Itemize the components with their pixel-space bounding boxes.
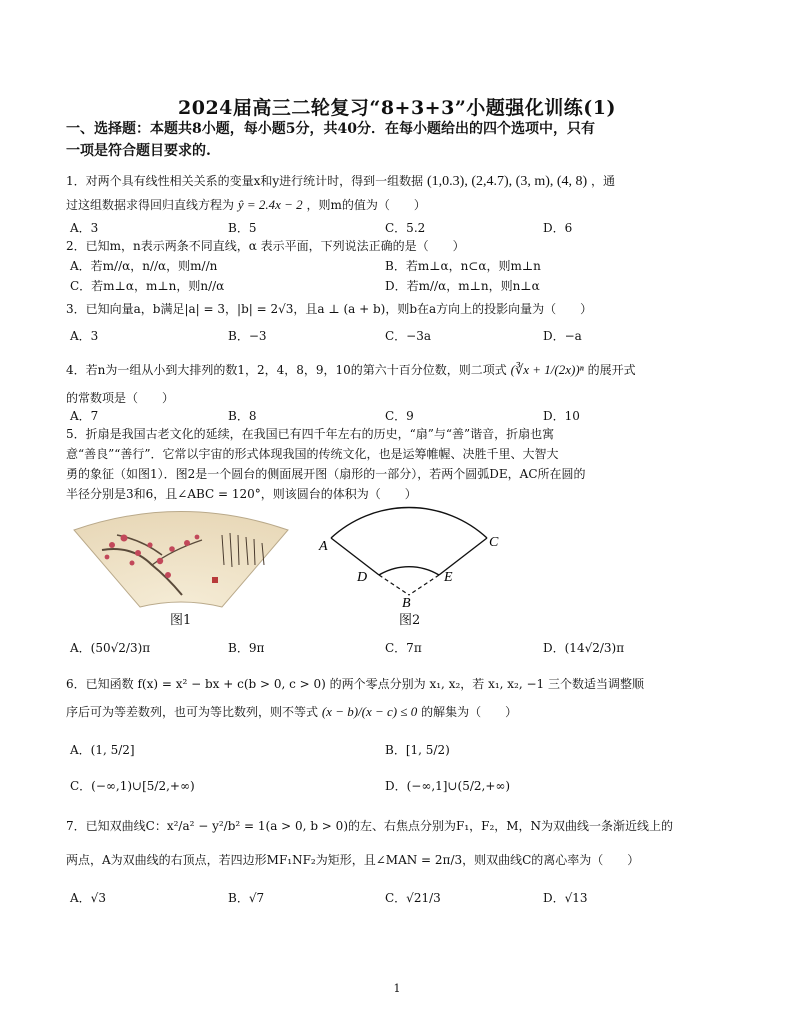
- q1-stem-end: ，通: [591, 174, 616, 188]
- q3-option-c[interactable]: C．−3a: [385, 329, 432, 343]
- q2-option-c[interactable]: C．若m⊥α，m⊥n，则n//α: [70, 279, 225, 293]
- q6-stem-text: 序后可为等差数列，也可为等比数列，则不等式: [66, 705, 319, 719]
- q4-binomial-expression: (∛x + 1/(2x))ⁿ: [510, 362, 584, 377]
- q2-option-b[interactable]: B．若m⊥α，n⊂α，则m⊥n: [385, 259, 541, 273]
- q6-option-d[interactable]: D．(−∞,1]∪(5/2,+∞): [385, 779, 511, 793]
- q6-stem-end: 的解集为（ ）: [421, 705, 518, 719]
- q4-option-d[interactable]: D．10: [543, 409, 580, 423]
- question-4-line2: 的常数项是（ ）: [66, 391, 175, 405]
- q4-option-a[interactable]: A．7: [70, 409, 99, 423]
- section-heading-line2: 一项是符合题目要求的.: [66, 143, 211, 159]
- q1-stem-text3: ，则m的值为（ ）: [306, 198, 426, 212]
- figure-2-caption: 图2: [399, 613, 421, 628]
- label-b: B: [402, 596, 411, 609]
- q7-option-d[interactable]: D．√13: [543, 891, 588, 905]
- page-title: 2024届高三二轮复习“8+3+3”小题强化训练(1): [178, 97, 616, 119]
- q1-option-d[interactable]: D．6: [543, 221, 573, 235]
- question-5-line3: 勇的象征（如图1）．图2是一个圆台的侧面展开图（扇形的一部分），若两个圆弧DE，AC所在圆的: [66, 467, 586, 481]
- q5-option-a[interactable]: A．(50√2/3)π: [70, 641, 151, 655]
- q3-option-a[interactable]: A．3: [70, 329, 99, 343]
- question-7-line1: 7．已知双曲线C：x²/a² − y²/b² = 1(a > 0, b > 0)的左、右焦点分别为F₁，F₂，M，N为双曲线一条渐近线上的: [66, 819, 674, 833]
- q1-option-c[interactable]: C．5.2: [385, 221, 426, 235]
- q4-stem-end: 的展开式: [587, 363, 636, 377]
- question-1-line1: [66, 173, 706, 190]
- question-4-line1: [66, 362, 706, 378]
- q3-option-b[interactable]: B．−3: [228, 329, 267, 343]
- question-7-line2: 两点，A为双曲线的右顶点，若四边形MF₁NF₂为矩形，且∠MAN = 2π/3，则双曲线C的离心率为（ ）: [66, 853, 640, 867]
- question-5-line1: 5．折扇是我国古老文化的延续，在我国已有四千年左右的历史，“扇”与“善”谐音，折扇也寓: [66, 427, 555, 441]
- label-e: E: [444, 570, 453, 585]
- section-heading-line1: 一、选择题：本题共8小题，每小题5分，共40分．在每小题给出的四个选项中，只有: [66, 121, 595, 137]
- q1-stem-text: 1．对两个具有线性相关关系的变量x和y进行统计时，得到一组数据: [66, 174, 424, 188]
- q6-inequality: (x − b)/(x − c) ≤ 0: [321, 704, 418, 719]
- q5-option-d[interactable]: D．(14√2/3)π: [543, 641, 625, 655]
- page-number: 1: [393, 982, 401, 995]
- q7-option-a[interactable]: A．√3: [70, 891, 106, 905]
- q3-option-d[interactable]: D．−a: [543, 329, 582, 343]
- q1-regression-equation: ŷ = 2.4x − 2: [237, 197, 303, 212]
- q5-option-c[interactable]: C．7π: [385, 641, 422, 655]
- q6-option-c[interactable]: C．(−∞,1)∪[5/2,+∞): [70, 779, 195, 793]
- q6-option-a[interactable]: A．(1, 5/2]: [70, 743, 135, 757]
- label-c: C: [489, 535, 499, 550]
- question-6-line1: 6．已知函数 f(x) = x² − bx + c(b > 0, c > 0) 的两个零点分别为 x₁, x₂，若 x₁, x₂, −1 三个数适当调整顺: [66, 677, 645, 691]
- q4-option-b[interactable]: B．8: [228, 409, 257, 423]
- q7-option-c[interactable]: C．√21/3: [385, 891, 441, 905]
- figure-1-caption: 图1: [170, 613, 192, 628]
- question-1-line2: [66, 197, 706, 213]
- q2-option-a[interactable]: A．若m//α，n//α，则m//n: [70, 259, 218, 273]
- question-6-line2: [66, 704, 706, 720]
- question-5-line4: 半径分别是3和6，且∠ABC = 120°，则该圆台的体积为（ ）: [66, 487, 417, 501]
- q1-option-a[interactable]: A．3: [70, 221, 99, 235]
- annular-sector-diagram: [316, 497, 512, 609]
- question-5-line2: 意“善良”“善行”．它常以宇宙的形式体现我国的传统文化，也是运筹帷幄、决胜千里、大智大: [66, 447, 559, 461]
- question-2-stem: 2．已知m，n表示两条不同直线，α 表示平面，下列说法正确的是（ ）: [66, 239, 465, 253]
- q7-option-b[interactable]: B．√7: [228, 891, 265, 905]
- folding-fan-painting-image: [72, 505, 290, 610]
- q5-option-b[interactable]: B．9π: [228, 641, 265, 655]
- label-d: D: [357, 570, 368, 585]
- q1-stem-text2: 过这组数据求得回归直线方程为: [66, 198, 235, 212]
- q2-option-d[interactable]: D．若m//α，m⊥n，则n⊥α: [385, 279, 540, 293]
- label-a: A: [319, 539, 328, 554]
- question-3-stem: 3．已知向量a，b满足|a| = 3，|b| = 2√3，且a ⊥ (a + b)，则b在a方向上的投影向量为（ ）: [66, 302, 593, 316]
- q4-stem-text: 4．若n为一组从小到大排列的数1，2，4，8，9，10的第六十百分位数，则二项式: [66, 363, 507, 377]
- q4-option-c[interactable]: C．9: [385, 409, 414, 423]
- q1-data-points: (1,0.3), (2,4.7), (3, m), (4, 8): [427, 174, 588, 189]
- q1-option-b[interactable]: B．5: [228, 221, 257, 235]
- q6-option-b[interactable]: B．[1, 5/2): [385, 743, 450, 757]
